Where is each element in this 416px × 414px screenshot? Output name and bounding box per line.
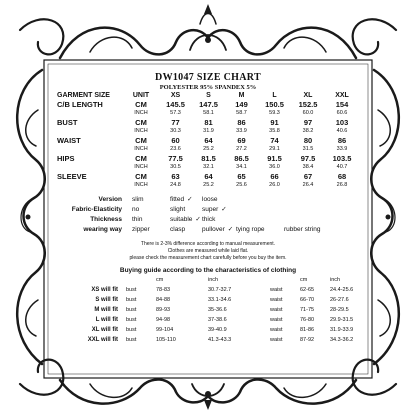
guide-row <box>66 325 356 335</box>
check-mark-icon: ✓ <box>195 216 201 223</box>
guide-waist-cm: 71-75 <box>300 307 315 313</box>
guide-row <box>66 285 356 295</box>
size-header-cell: UNIT <box>132 92 150 99</box>
guide-bust-label: bust <box>126 337 137 343</box>
guide-waist-label: waist <box>270 317 283 323</box>
check-mark-icon: ✓ <box>187 196 193 203</box>
size-cell-cm: 65 <box>237 172 246 181</box>
size-cell-inch: 25.6 <box>236 182 247 188</box>
attribute-option-label: pullover <box>202 226 225 233</box>
attribute-option-label: slight <box>170 206 186 213</box>
guide-waist-label: waist <box>270 337 283 343</box>
guide-row <box>66 335 356 345</box>
size-cell-inch: 40.7 <box>336 164 348 170</box>
size-cell-cm: 67 <box>303 172 313 181</box>
guide-waist-inch: 29.9-31.5 <box>330 317 354 323</box>
check-mark-icon: ✓ <box>221 206 227 213</box>
guide-waist-cm: 62-65 <box>300 287 315 293</box>
size-cell-inch: INCH <box>134 164 148 170</box>
guide-bust-label: bust <box>126 297 137 303</box>
guide-row <box>66 295 356 305</box>
size-cell-inch: 59.3 <box>269 110 280 116</box>
size-cell-inch: 25.2 <box>203 182 214 188</box>
attribute-option-label: super <box>202 206 219 213</box>
size-cell-cm: 91 <box>270 118 279 127</box>
size-cell-inch: 24.8 <box>170 182 181 188</box>
size-cell-cm: 86 <box>337 136 347 145</box>
size-header-row <box>57 91 359 100</box>
guide-waist-inch: 31.9-33.9 <box>330 327 354 333</box>
size-cell-cm: 77 <box>171 118 180 127</box>
size-cell-inch: 33.9 <box>336 146 348 152</box>
attribute-label: wearing way <box>83 226 122 233</box>
size-cell-cm: 150.5 <box>265 100 284 109</box>
attribute-option <box>202 195 218 205</box>
size-cell-inch: 38.4 <box>302 164 314 170</box>
guide-waist-cm: 66-70 <box>300 297 315 303</box>
size-cell-cm: 147.5 <box>199 100 218 109</box>
size-cell-cm: 86 <box>237 118 246 127</box>
size-cell-inch: 31.9 <box>203 128 214 134</box>
guide-bust-label: bust <box>126 317 137 323</box>
check-mark-icon: ✓ <box>227 226 234 233</box>
size-cell-inch: 23.6 <box>170 146 181 152</box>
guide-waist-label: waist <box>270 327 283 333</box>
guide-waist-inch: 26-27.6 <box>330 297 349 303</box>
guide-bust-label: bust <box>126 327 137 333</box>
chart-title: DW1047 SIZE CHART <box>155 72 261 83</box>
size-cell-cm: 81.5 <box>201 154 216 163</box>
size-header-cell: L <box>272 92 277 99</box>
note-difference: There is 2-3% difference according to manual measurement. <box>140 241 276 247</box>
size-cell-cm: CM <box>135 118 147 127</box>
guide-size-label: XXL will fit <box>87 337 118 343</box>
guide-bust-inch: 33.1-34.6 <box>208 297 232 303</box>
size-cell-cm: 97 <box>303 118 313 127</box>
guide-row <box>66 305 356 315</box>
size-row-cm <box>57 172 359 181</box>
size-cell-cm: 74 <box>270 136 279 145</box>
guide-bust-inch: 39-40.9 <box>208 327 227 333</box>
size-cell-inch: INCH <box>134 146 148 152</box>
size-cell-inch: 26.4 <box>302 182 314 188</box>
size-cell-inch: 58.7 <box>236 110 247 116</box>
size-cell-inch: 58.1 <box>203 110 214 116</box>
guide-waist-cm: 81-86 <box>300 327 315 333</box>
guide-bust-label: bust <box>126 307 137 313</box>
attribute-option-label: slim <box>132 196 144 203</box>
size-row-inch <box>57 109 359 118</box>
size-row-cm <box>57 118 359 127</box>
size-cell-cm: 63 <box>171 172 180 181</box>
guide-bust-inch: 35-36.6 <box>208 307 227 313</box>
attribute-option <box>170 195 193 205</box>
size-cell-inch: 33.9 <box>236 128 247 134</box>
attribute-option-label: loose <box>202 196 218 203</box>
size-row-inch <box>57 181 359 190</box>
attribute-option <box>170 215 201 225</box>
attribute-option-label: thick <box>202 216 216 223</box>
size-cell-cm: 149 <box>235 100 248 109</box>
size-cell-inch: 29.1 <box>269 146 280 152</box>
size-cell-cm: 80 <box>303 136 313 145</box>
size-cell-cm: 86.5 <box>234 154 249 163</box>
measurement-label: SLEEVE <box>57 172 87 181</box>
guide-unit-cm: cm <box>156 277 164 283</box>
guide-waist-label: waist <box>270 307 283 313</box>
guide-waist-label: waist <box>270 297 283 303</box>
size-cell-cm: 60 <box>171 136 180 145</box>
attribute-option <box>236 225 265 235</box>
buying-guide-title: Buying guide according to the characteristics of clothing <box>119 267 297 274</box>
guide-size-label: XS will fit <box>91 287 118 293</box>
size-cell-inch: 26.8 <box>336 182 348 188</box>
size-cell-inch: 32.1 <box>203 164 214 170</box>
size-cell-cm: 64 <box>204 136 213 145</box>
guide-row <box>66 315 356 325</box>
guide-waist-inch: 24.4-25.6 <box>330 287 354 293</box>
size-cell-inch: 34.1 <box>236 164 247 170</box>
attribute-option <box>132 225 150 235</box>
note-measured-flat: Clothes are measured while laid flat. <box>167 248 249 254</box>
guide-size-label: XL will fit <box>91 327 118 333</box>
size-header-cell: XXL <box>335 92 349 99</box>
size-cell-cm: 77.5 <box>168 154 183 163</box>
size-cell-cm: CM <box>135 136 147 145</box>
guide-bust-cm: 99-104 <box>156 327 174 333</box>
attribute-option <box>170 225 185 235</box>
size-row-cm <box>57 154 359 163</box>
attribute-option-label: suitable <box>170 216 193 223</box>
attribute-label: Version <box>98 196 122 203</box>
size-cell-inch: 25.2 <box>203 146 214 152</box>
guide-bust-cm: 84-88 <box>156 297 171 303</box>
guide-waist-cm: 87-92 <box>300 337 315 343</box>
size-cell-inch: 60.6 <box>336 110 348 116</box>
size-cell-inch: 27.2 <box>236 146 247 152</box>
size-header-cell: XS <box>170 92 181 99</box>
size-cell-cm: 91.5 <box>267 154 282 163</box>
attribute-option <box>202 225 233 235</box>
attribute-option-label: clasp <box>170 226 186 233</box>
attribute-option-label: tying rope <box>236 226 265 233</box>
guide-waist-label: waist <box>270 287 283 293</box>
size-cell-cm: 66 <box>270 172 279 181</box>
guide-bust-inch: 41.3-43.3 <box>208 337 232 343</box>
measurement-label: BUST <box>57 118 78 127</box>
attribute-option-label: thin <box>132 216 143 223</box>
buying-guide-table <box>66 275 356 345</box>
size-cell-cm: 81 <box>204 118 213 127</box>
guide-bust-cm: 78-83 <box>156 287 171 293</box>
attribute-option-label: rubber string <box>284 226 321 233</box>
guide-bust-inch: 37-38.6 <box>208 317 227 323</box>
guide-bust-cm: 105-110 <box>156 337 176 343</box>
guide-bust-cm: 89-93 <box>156 307 171 313</box>
size-row-inch <box>57 145 359 154</box>
attribute-option <box>170 205 185 215</box>
guide-waist-inch: 34.3-36.2 <box>330 337 354 343</box>
size-cell-cm: CM <box>135 100 147 109</box>
size-cell-inch: 57.3 <box>170 110 181 116</box>
size-cell-cm: 69 <box>237 136 246 145</box>
size-header-cell: S <box>206 92 211 99</box>
note-check-chart: please check the measurement chart carefully before you buy the item. <box>129 255 287 261</box>
size-header-cell: M <box>238 92 245 99</box>
guide-unit-header-row <box>66 275 356 285</box>
size-cell-cm: CM <box>135 154 147 163</box>
material-composition: POLYESTER 95% SPANDEX 5% <box>159 84 257 91</box>
guide-waist-inch: 28-29.5 <box>330 307 349 313</box>
size-cell-inch: 30.5 <box>170 164 181 170</box>
size-cell-cm: 64 <box>204 172 213 181</box>
guide-size-label: S will fit <box>95 297 118 303</box>
size-cell-cm: 68 <box>337 172 347 181</box>
attribute-label: Fabric-Elasticity <box>71 206 122 213</box>
size-cell-inch: 30.3 <box>170 128 181 134</box>
attribute-option-label: zipper <box>132 226 150 233</box>
attribute-option-label: no <box>132 206 140 213</box>
size-cell-inch: 40.6 <box>336 128 348 134</box>
size-row-cm <box>57 136 359 145</box>
measurement-label: HIPS <box>57 154 75 163</box>
size-cell-inch: INCH <box>134 110 148 116</box>
size-header-cell: GARMENT SIZE <box>57 92 110 99</box>
measurement-label: WAIST <box>57 136 81 145</box>
attribute-option <box>132 205 139 215</box>
size-header-cell: XL <box>303 92 313 99</box>
size-row-inch <box>57 127 359 136</box>
size-row-cm <box>57 100 359 109</box>
attribute-option <box>132 215 142 225</box>
guide-bust-cm: 94-98 <box>156 317 171 323</box>
size-cell-inch: INCH <box>134 182 148 188</box>
size-cell-cm: 103.5 <box>332 154 352 163</box>
size-cell-cm: 145.5 <box>166 100 185 109</box>
size-cell-cm: 154 <box>335 100 349 109</box>
size-cell-cm: 97.5 <box>300 154 316 163</box>
size-cell-cm: CM <box>135 172 147 181</box>
guide-bust-label: bust <box>126 287 137 293</box>
attribute-label: Thickness <box>90 216 122 223</box>
size-cell-inch: 60.0 <box>302 110 314 116</box>
size-cell-cm: 152.5 <box>298 100 318 109</box>
size-cell-inch: 36.0 <box>269 164 280 170</box>
size-cell-inch: INCH <box>134 128 148 134</box>
size-row-inch <box>57 163 359 172</box>
guide-unit-cm: cm <box>300 277 308 283</box>
guide-waist-cm: 76-80 <box>300 317 315 323</box>
guide-unit-inch: inch <box>208 277 219 283</box>
guide-size-label: M will fit <box>94 307 118 313</box>
guide-size-label: L will fit <box>95 317 118 323</box>
attribute-option <box>132 195 144 205</box>
size-cell-cm: 103 <box>335 118 349 127</box>
attribute-option <box>202 205 227 215</box>
attribute-option <box>284 225 321 235</box>
guide-unit-inch: inch <box>330 277 341 283</box>
size-cell-inch: 35.8 <box>269 128 280 134</box>
size-cell-inch: 31.5 <box>302 146 314 152</box>
measurement-label: C/B LENGTH <box>57 100 103 109</box>
size-cell-inch: 26.0 <box>269 182 280 188</box>
size-table <box>57 91 359 190</box>
attribute-option-label: fitted <box>170 196 185 203</box>
guide-bust-inch: 30.7-32.7 <box>208 287 232 293</box>
size-cell-inch: 38.2 <box>302 128 314 134</box>
attribute-option <box>202 215 215 225</box>
